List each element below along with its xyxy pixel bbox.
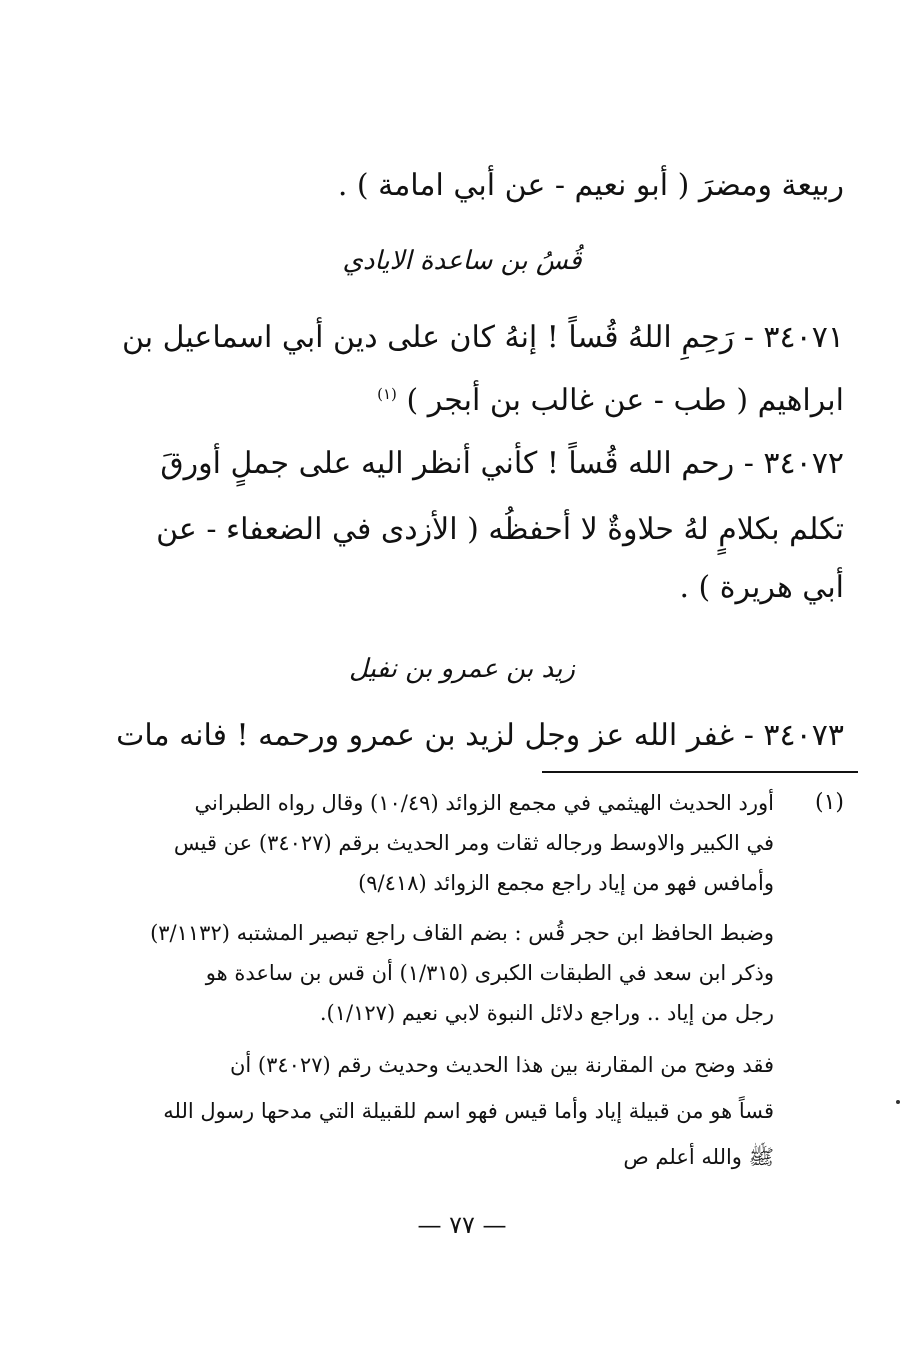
section-heading-zayd: زيد بن عمرو بن نفيل [349,654,575,684]
footnote-line-2: في الكبير والاوسط ورجاله ثقات ومر الحديث برقم (٣٤٠٢٧) عن قيس [173,831,774,855]
footnote-line-1: أورد الحديث الهيثمي في مجمع الزوائد (١٠/٤٩) وقال رواه الطبراني [194,791,774,815]
footnote-line-4: وضبط الحافظ ابن حجر قُس : بضم القاف راجع تبصير المشتبه (٣/١١٣٢) [150,921,774,945]
hadith-34071-text: ابراهيم ( طب - عن غالب بن أبجر ) [406,383,844,418]
footnote-marker: (١) [814,790,844,815]
section-heading-qus: قُسُ بن ساعدة الايادي [342,246,582,276]
hadith-34072-line-1: ٣٤٠٧٢ - رحم الله قُساً ! كأني أنظر اليه على جملٍ أورقَ [160,446,844,481]
footnote-line-6: رجل من إياد .. وراجع دلائل النبوة لابي نعيم (١/١٢٧). [319,1001,774,1025]
footnote-line-9: ﷺ والله أعلم ص [623,1145,774,1169]
footnote-line-3: وأمافس فهو من إياد راجع مجمع الزوائد (٩/٤١٨) [358,871,774,895]
hadith-34073-line-1: ٣٤٠٧٣ - غفر الله عز وجل لزيد بن عمرو ورحمه ! فانه مات [116,718,844,753]
page-number: — ٧٧ — [417,1211,507,1239]
footnote-line-5: وذكر ابن سعد في الطبقات الكبرى (١/٣١٥) أن قس بن ساعدة هو [205,961,774,985]
hadith-34071-line-1: ٣٤٠٧١ - رَحِمِ اللهُ قُساً ! إنهُ كان على دين أبي اسماعيل بن [121,320,844,355]
footnote-line-8: قساً هو من قبيلة إياد وأما قيس فهو اسم للقبيلة التي مدحها رسول الله [163,1099,774,1123]
hadith-34072-line-3: أبي هريرة ) . [679,570,844,605]
footnote-ref: (١) [377,385,397,403]
hadith-34071-line-2 [144,374,844,421]
footnote-divider [542,771,858,773]
margin-mark [896,1100,900,1104]
footnote-line-7: فقد وضح من المقارنة بين هذا الحديث وحديث رقم (٣٤٠٢٧) أن [229,1053,774,1077]
text-line-1: ربيعة ومضرَ ( أبو نعيم - عن أبي امامة ) . [337,168,844,203]
hadith-34072-line-2: تكلم بكلامٍ لهُ حلاوةٌ لا أحفظُه ( الأزدى في الضعفاء - عن [156,512,844,547]
